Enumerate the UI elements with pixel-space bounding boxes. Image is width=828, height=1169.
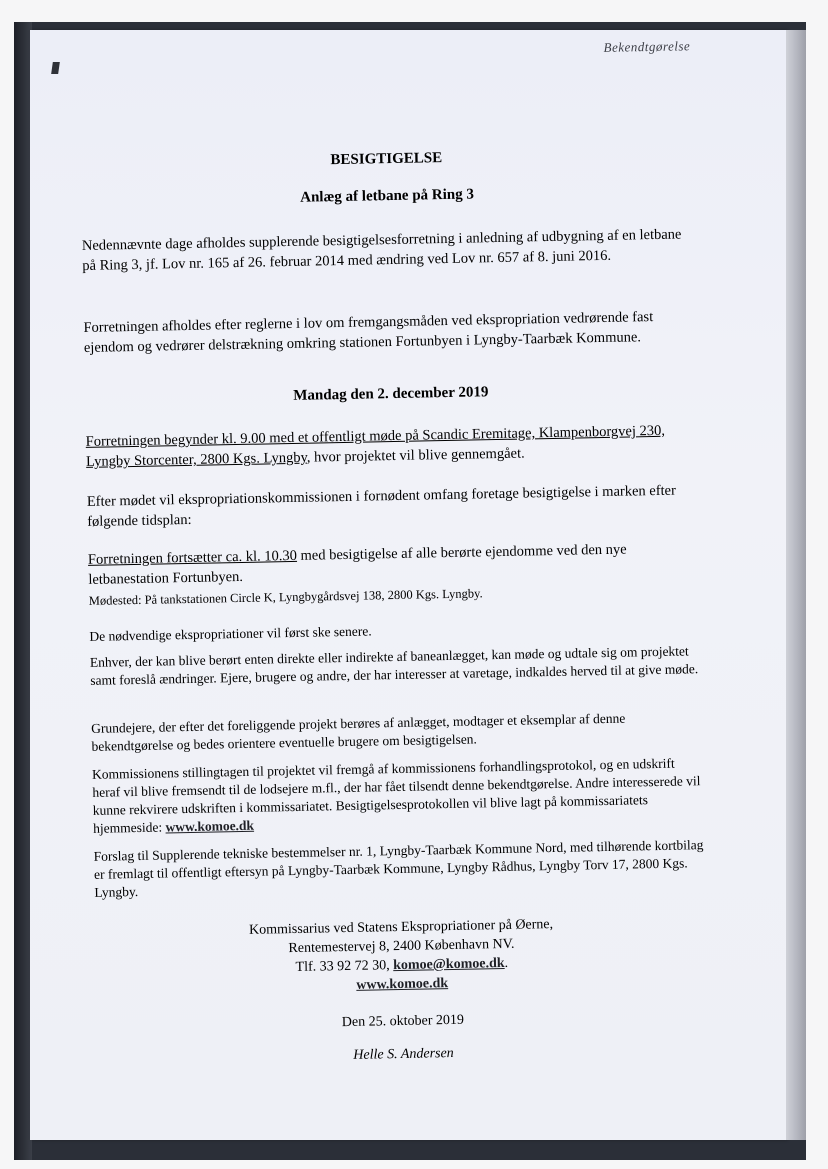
meeting-start-location: Forretningen begynder kl. 9.00 med et offentligt møde på Scandic Eremitage, Klampenborgvej 230, Lyngby Storcenter, 2800 Kgs. Lyngby <box>85 422 666 470</box>
meeting-start-rest: , hvor projektet vil blive gennemgået. <box>306 445 525 466</box>
document-title: BESIGTIGELSE <box>330 150 443 169</box>
continue-rest: med besigtigelse af alle berørte ejendomme ved den nye letbanestation Fortunbyen. <box>88 541 627 588</box>
footer-email-link[interactable]: komoe@komoe.dk <box>393 955 505 974</box>
proposal-paragraph: Forslag til Supplerende tekniske bestemmelser nr. 1, Lyngby-Taarbæk Kommune Nord, med tilhørende kortbilag er fremlagt til offentligt eftersyn på Lyngby-Taarbæk Kommune, Lyngby Rådhus, Lyngby Torv 17, 2800 Kgs. Lyngby. <box>93 837 704 900</box>
intro-paragraph: Nedennævnte dage afholdes supplerende besigtigelsesforretning i anledning af udbygning af en letbane på Ring 3, jf. Lov nr. 165 af 26. februar 2014 med ændring ved Lov nr. 657 af 8. juni 2016. <box>81 226 682 274</box>
footer-website-link[interactable]: www.komoe.dk <box>356 976 449 993</box>
legal-paragraph: Forretningen afholdes efter reglerne i lov om fremgangsmåden ved ekspropriation vedrørende fast ejendom og vedrører delstrækning omkring stationen Fortunbyen i Lyngby-Taarbæk Kommune. <box>83 309 654 356</box>
commission-website-link[interactable]: www.komoe.dk <box>165 817 255 835</box>
continue-time: Forretningen fortsætter ca. kl. 10.30 <box>87 547 298 568</box>
owners-paragraph: Grundejere, der efter det foreliggende projekt berøres af anlægget, modtager et eksemplar af denne bekendtgørelse og bedes orientere eventuelle brugere om besigtigelsen. <box>91 710 626 754</box>
footer-authority: Kommissarius ved Statens Ekspropriationer på Øerne, <box>248 917 554 938</box>
document-date: Den 25. oktober 2019 <box>341 1012 465 1031</box>
meeting-heading: Mandag den 2. december 2019 <box>293 384 489 404</box>
meeting-place: Mødested: På tankstationen Circle K, Lyngbygårdsvej 138, 2800 Kgs. Lyngby. <box>88 586 483 608</box>
footer-phone: Tlf. 33 92 72 30, <box>295 958 394 975</box>
commission-paragraph <box>92 754 705 838</box>
footer-email-suffix: . <box>504 955 509 971</box>
footer-block <box>95 912 710 1070</box>
expropriation-later-paragraph: De nødvendige ekspropriationer vil først ske senere. <box>89 623 372 644</box>
footer-address: Rentemestervej 8, 2400 København NV. <box>288 936 515 957</box>
page-stack-edge <box>786 30 806 1140</box>
anyone-paragraph: Enhver, der kan blive berørt enten direkte eller indirekte af baneanlægget, kan møde og udtale sig om projektet samt foreslå ændringer. Ejere, brugere og andre, der har interesser at varetage, indkaldes herved til at give møde. <box>89 643 699 688</box>
header-label: Bekendtgørelse <box>603 38 691 55</box>
commission-text: Kommissionens stillingtagen til projektet vil fremgå af kommissionens forhandlingsprotokol, og en udskrift heraf vil blive fremsendt til de lodsejere m.fl., der har fået tilsendt denne bekendtgørelse. Andre interesserede vil kunne rekvirere udskriften i kommissariatet. Besigtigelsesprotokollen vil blive lagt på kommissariatets hjemmeside: <box>91 755 701 836</box>
after-meeting-paragraph: Efter mødet vil ekspropriationskommissionen i fornødent omfang foretage besigtigelse i marken efter følgende tidsplan: <box>86 482 677 530</box>
document-subtitle: Anlæg af letbane på Ring 3 <box>300 186 475 206</box>
signature: Helle S. Andersen <box>353 1045 454 1063</box>
